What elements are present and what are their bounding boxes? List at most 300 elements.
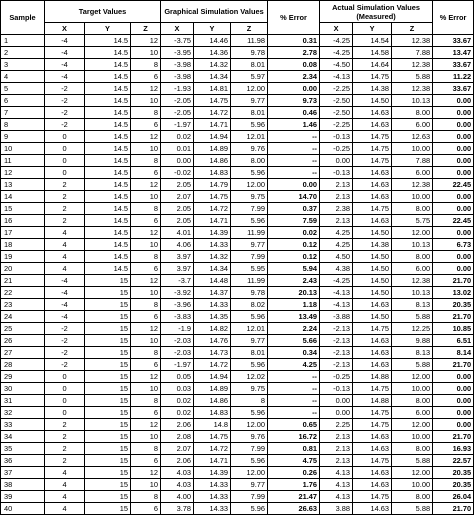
cell-actual-y: 14.75	[353, 131, 392, 143]
cell-target-y: 15	[85, 395, 131, 407]
cell-graphical-y: 14.73	[194, 347, 231, 359]
cell-sample: 10	[1, 143, 45, 155]
table-row	[1, 71, 474, 83]
cell-target-y: 15	[85, 287, 131, 299]
cell-error-actual: 20.35	[433, 467, 474, 479]
cell-actual-y: 14.75	[353, 323, 392, 335]
cell-graphical-y: 14.75	[194, 95, 231, 107]
cell-target-z: 10	[131, 431, 161, 443]
cell-target-x: 4	[45, 479, 85, 491]
cell-target-y: 14.5	[85, 167, 131, 179]
cell-error-graphical: 2.43	[268, 275, 320, 287]
cell-target-y: 15	[85, 335, 131, 347]
table-row	[1, 59, 474, 71]
cell-actual-z: 5.88	[392, 455, 433, 467]
table-row	[1, 359, 474, 371]
cell-error-graphical: --	[268, 167, 320, 179]
table-row	[1, 287, 474, 299]
cell-target-z: 12	[131, 227, 161, 239]
cell-actual-y: 14.63	[353, 191, 392, 203]
cell-graphical-z: 9.77	[231, 479, 268, 491]
cell-target-y: 14.5	[85, 191, 131, 203]
cell-graphical-z: 9.78	[231, 287, 268, 299]
cell-graphical-x: -3.7	[161, 275, 194, 287]
cell-graphical-z: 8	[231, 395, 268, 407]
cell-graphical-y: 14.46	[194, 35, 231, 47]
cell-error-actual: 0.00	[433, 263, 474, 275]
table-row	[1, 35, 474, 47]
cell-error-graphical: 0.12	[268, 239, 320, 251]
cell-target-x: 4	[45, 251, 85, 263]
cell-graphical-x: 4.03	[161, 467, 194, 479]
cell-error-actual: 21.70	[433, 503, 474, 515]
cell-graphical-x: 0.03	[161, 383, 194, 395]
cell-graphical-x: -2.03	[161, 335, 194, 347]
cell-error-graphical: 4.25	[268, 359, 320, 371]
header-actual-z: Z	[392, 23, 433, 35]
table-row	[1, 95, 474, 107]
cell-sample: 40	[1, 503, 45, 515]
cell-actual-z: 7.88	[392, 47, 433, 59]
table-row	[1, 443, 474, 455]
cell-graphical-y: 14.37	[194, 287, 231, 299]
cell-graphical-y: 14.75	[194, 191, 231, 203]
cell-actual-y: 14.38	[353, 239, 392, 251]
cell-graphical-z: 8.01	[231, 59, 268, 71]
cell-actual-y: 14.63	[353, 215, 392, 227]
cell-graphical-x: 0.00	[161, 155, 194, 167]
cell-sample: 16	[1, 215, 45, 227]
cell-graphical-x: -2.03	[161, 347, 194, 359]
cell-target-z: 10	[131, 335, 161, 347]
header-error-graphical: % Error	[268, 1, 320, 35]
table-row	[1, 155, 474, 167]
cell-actual-x: 2.13	[320, 215, 353, 227]
cell-graphical-y: 14.72	[194, 203, 231, 215]
header-actual-y: Y	[353, 23, 392, 35]
cell-graphical-x: 2.05	[161, 215, 194, 227]
cell-error-graphical: --	[268, 407, 320, 419]
cell-actual-x: -4.13	[320, 287, 353, 299]
cell-sample: 31	[1, 395, 45, 407]
cell-target-y: 14.5	[85, 215, 131, 227]
cell-target-x: 2	[45, 431, 85, 443]
cell-graphical-y: 14.89	[194, 143, 231, 155]
cell-actual-y: 14.75	[353, 203, 392, 215]
cell-graphical-x: -2.05	[161, 107, 194, 119]
cell-sample: 2	[1, 47, 45, 59]
cell-actual-z: 8.00	[392, 491, 433, 503]
cell-target-y: 14.5	[85, 71, 131, 83]
cell-graphical-x: 0.01	[161, 143, 194, 155]
cell-graphical-x: 0.05	[161, 371, 194, 383]
cell-target-y: 15	[85, 479, 131, 491]
cell-graphical-y: 14.32	[194, 251, 231, 263]
cell-actual-x: -0.25	[320, 371, 353, 383]
cell-graphical-x: -1.97	[161, 119, 194, 131]
cell-graphical-z: 9.77	[231, 239, 268, 251]
cell-target-y: 14.5	[85, 263, 131, 275]
cell-graphical-y: 14.34	[194, 71, 231, 83]
cell-graphical-z: 8.01	[231, 107, 268, 119]
cell-sample: 23	[1, 299, 45, 311]
cell-graphical-x: 2.07	[161, 191, 194, 203]
cell-target-x: 4	[45, 239, 85, 251]
cell-actual-x: 4.13	[320, 467, 353, 479]
cell-graphical-x: 4.06	[161, 239, 194, 251]
cell-actual-y: 14.63	[353, 167, 392, 179]
cell-actual-x: 0.00	[320, 155, 353, 167]
cell-graphical-z: 8.01	[231, 347, 268, 359]
cell-graphical-y: 14.72	[194, 107, 231, 119]
cell-graphical-z: 5.96	[231, 311, 268, 323]
table-row	[1, 251, 474, 263]
cell-sample: 29	[1, 371, 45, 383]
cell-actual-y: 14.75	[353, 155, 392, 167]
cell-error-actual: 0.00	[433, 407, 474, 419]
cell-actual-x: -0.13	[320, 167, 353, 179]
cell-target-z: 10	[131, 143, 161, 155]
table-row	[1, 131, 474, 143]
cell-sample: 11	[1, 155, 45, 167]
cell-graphical-x: -1.93	[161, 83, 194, 95]
cell-actual-y: 14.63	[353, 179, 392, 191]
cell-target-z: 8	[131, 203, 161, 215]
cell-actual-z: 12.38	[392, 83, 433, 95]
cell-graphical-x: -3.96	[161, 299, 194, 311]
cell-graphical-y: 14.71	[194, 215, 231, 227]
cell-actual-y: 14.63	[353, 107, 392, 119]
cell-error-actual: 13.02	[433, 287, 474, 299]
table-row	[1, 239, 474, 251]
cell-graphical-x: -1.9	[161, 323, 194, 335]
cell-error-actual: 22.45	[433, 179, 474, 191]
cell-target-y: 15	[85, 347, 131, 359]
cell-graphical-z: 7.99	[231, 251, 268, 263]
cell-actual-y: 14.64	[353, 59, 392, 71]
cell-sample: 33	[1, 419, 45, 431]
cell-error-actual: 22.45	[433, 215, 474, 227]
cell-error-actual: 21.70	[433, 359, 474, 371]
cell-sample: 4	[1, 71, 45, 83]
cell-target-z: 12	[131, 179, 161, 191]
cell-error-graphical: 20.13	[268, 287, 320, 299]
cell-target-z: 6	[131, 215, 161, 227]
cell-error-graphical: 0.34	[268, 347, 320, 359]
cell-graphical-x: -0.02	[161, 167, 194, 179]
cell-graphical-z: 8.02	[231, 299, 268, 311]
cell-graphical-x: -3.98	[161, 59, 194, 71]
cell-target-y: 15	[85, 491, 131, 503]
cell-sample: 7	[1, 107, 45, 119]
cell-error-graphical: --	[268, 371, 320, 383]
cell-target-z: 8	[131, 107, 161, 119]
cell-actual-y: 14.50	[353, 287, 392, 299]
cell-actual-x: -2.13	[320, 347, 353, 359]
cell-graphical-x: 2.08	[161, 431, 194, 443]
cell-error-actual: 8.14	[433, 347, 474, 359]
cell-graphical-y: 14.82	[194, 323, 231, 335]
cell-actual-x: -2.50	[320, 95, 353, 107]
cell-target-x: -4	[45, 311, 85, 323]
cell-target-x: 4	[45, 503, 85, 515]
header-graphical-simulation: Graphical Simulation Values	[161, 1, 268, 23]
cell-error-graphical: 16.72	[268, 431, 320, 443]
table-row	[1, 47, 474, 59]
cell-graphical-z: 12.00	[231, 83, 268, 95]
cell-sample: 1	[1, 35, 45, 47]
cell-error-actual: 22.57	[433, 455, 474, 467]
cell-actual-z: 5.88	[392, 71, 433, 83]
cell-actual-x: -0.13	[320, 383, 353, 395]
cell-graphical-x: 3.97	[161, 263, 194, 275]
cell-target-x: 2	[45, 179, 85, 191]
cell-actual-x: 4.25	[320, 239, 353, 251]
cell-error-graphical: --	[268, 155, 320, 167]
cell-actual-z: 8.00	[392, 251, 433, 263]
cell-actual-x: 2.25	[320, 419, 353, 431]
table-row	[1, 107, 474, 119]
cell-sample: 18	[1, 239, 45, 251]
cell-target-x: 0	[45, 143, 85, 155]
cell-error-actual: 0.00	[433, 419, 474, 431]
table-row	[1, 215, 474, 227]
cell-target-z: 8	[131, 155, 161, 167]
cell-sample: 20	[1, 263, 45, 275]
cell-target-y: 15	[85, 431, 131, 443]
cell-graphical-z: 5.96	[231, 167, 268, 179]
cell-actual-y: 14.63	[353, 335, 392, 347]
cell-graphical-z: 8.00	[231, 155, 268, 167]
cell-target-z: 6	[131, 407, 161, 419]
cell-actual-z: 10.13	[392, 239, 433, 251]
cell-error-actual: 0.00	[433, 395, 474, 407]
table-row	[1, 203, 474, 215]
cell-graphical-y: 14.83	[194, 167, 231, 179]
cell-target-z: 6	[131, 503, 161, 515]
cell-target-z: 12	[131, 83, 161, 95]
table-row	[1, 431, 474, 443]
table-row	[1, 227, 474, 239]
cell-actual-z: 12.38	[392, 59, 433, 71]
cell-target-z: 12	[131, 131, 161, 143]
cell-graphical-z: 7.99	[231, 443, 268, 455]
cell-target-y: 14.5	[85, 179, 131, 191]
cell-target-z: 10	[131, 479, 161, 491]
cell-actual-y: 14.63	[353, 479, 392, 491]
cell-target-z: 6	[131, 359, 161, 371]
header-graphical-z: Z	[231, 23, 268, 35]
cell-error-actual: 21.70	[433, 431, 474, 443]
cell-actual-z: 8.00	[392, 395, 433, 407]
cell-target-z: 6	[131, 311, 161, 323]
cell-graphical-z: 11.99	[231, 227, 268, 239]
cell-actual-y: 14.50	[353, 251, 392, 263]
table-row	[1, 371, 474, 383]
cell-target-z: 8	[131, 395, 161, 407]
cell-actual-y: 14.63	[353, 467, 392, 479]
cell-error-graphical: 0.81	[268, 443, 320, 455]
cell-error-actual: 21.70	[433, 311, 474, 323]
cell-target-x: 0	[45, 131, 85, 143]
cell-actual-y: 14.63	[353, 431, 392, 443]
cell-graphical-z: 9.76	[231, 143, 268, 155]
cell-actual-y: 14.75	[353, 455, 392, 467]
cell-target-x: -2	[45, 335, 85, 347]
cell-actual-z: 5.88	[392, 311, 433, 323]
cell-actual-z: 12.00	[392, 227, 433, 239]
cell-graphical-x: 4.00	[161, 491, 194, 503]
cell-target-x: -2	[45, 95, 85, 107]
table-row	[1, 263, 474, 275]
cell-sample: 36	[1, 455, 45, 467]
cell-graphical-z: 5.96	[231, 407, 268, 419]
cell-actual-x: 2.13	[320, 455, 353, 467]
cell-target-x: 4	[45, 263, 85, 275]
cell-graphical-y: 14.33	[194, 479, 231, 491]
cell-error-actual: 0.00	[433, 203, 474, 215]
cell-graphical-x: 4.01	[161, 227, 194, 239]
cell-target-z: 6	[131, 71, 161, 83]
cell-graphical-x: -3.83	[161, 311, 194, 323]
cell-graphical-y: 14.94	[194, 131, 231, 143]
cell-actual-y: 14.75	[353, 143, 392, 155]
table-row	[1, 407, 474, 419]
cell-actual-z: 12.63	[392, 131, 433, 143]
cell-graphical-z: 12.01	[231, 131, 268, 143]
header-actual-x: X	[320, 23, 353, 35]
cell-graphical-x: 2.05	[161, 179, 194, 191]
cell-sample: 28	[1, 359, 45, 371]
cell-graphical-y: 14.71	[194, 455, 231, 467]
cell-actual-y: 14.63	[353, 443, 392, 455]
cell-sample: 17	[1, 227, 45, 239]
cell-target-x: 2	[45, 455, 85, 467]
cell-graphical-x: -3.98	[161, 71, 194, 83]
cell-actual-x: -0.13	[320, 131, 353, 143]
cell-graphical-y: 14.86	[194, 155, 231, 167]
cell-error-actual: 0.00	[433, 227, 474, 239]
cell-error-actual: 11.22	[433, 71, 474, 83]
cell-error-graphical: 0.00	[268, 83, 320, 95]
cell-sample: 35	[1, 443, 45, 455]
cell-sample: 21	[1, 275, 45, 287]
cell-actual-z: 12.38	[392, 275, 433, 287]
cell-target-y: 15	[85, 443, 131, 455]
cell-error-graphical: 7.59	[268, 215, 320, 227]
cell-actual-z: 10.00	[392, 191, 433, 203]
cell-actual-z: 7.88	[392, 155, 433, 167]
cell-actual-y: 14.63	[353, 119, 392, 131]
cell-target-z: 8	[131, 347, 161, 359]
cell-target-x: 0	[45, 395, 85, 407]
cell-actual-z: 5.88	[392, 503, 433, 515]
cell-actual-x: -2.13	[320, 323, 353, 335]
header-target-x: X	[45, 23, 85, 35]
cell-error-graphical: 2.24	[268, 323, 320, 335]
cell-target-x: 0	[45, 167, 85, 179]
cell-sample: 15	[1, 203, 45, 215]
cell-target-x: -2	[45, 83, 85, 95]
cell-actual-y: 14.75	[353, 383, 392, 395]
cell-graphical-y: 14.39	[194, 467, 231, 479]
cell-error-actual: 33.67	[433, 35, 474, 47]
cell-target-x: -4	[45, 47, 85, 59]
cell-graphical-z: 5.95	[231, 263, 268, 275]
cell-target-y: 15	[85, 359, 131, 371]
cell-graphical-z: 9.75	[231, 191, 268, 203]
cell-graphical-z: 12.00	[231, 467, 268, 479]
cell-error-actual: 33.67	[433, 59, 474, 71]
cell-target-z: 10	[131, 95, 161, 107]
cell-graphical-x: 2.06	[161, 455, 194, 467]
cell-target-x: -2	[45, 107, 85, 119]
cell-target-x: -4	[45, 299, 85, 311]
header-sample: Sample	[1, 1, 45, 35]
cell-error-graphical: 0.26	[268, 467, 320, 479]
cell-sample: 22	[1, 287, 45, 299]
cell-actual-x: -2.50	[320, 107, 353, 119]
cell-error-graphical: 14.70	[268, 191, 320, 203]
cell-actual-z: 6.00	[392, 263, 433, 275]
cell-sample: 14	[1, 191, 45, 203]
cell-target-x: -2	[45, 359, 85, 371]
cell-actual-x: 2.13	[320, 179, 353, 191]
cell-error-actual: 13.47	[433, 47, 474, 59]
cell-actual-y: 14.58	[353, 47, 392, 59]
cell-actual-x: -2.13	[320, 359, 353, 371]
cell-target-z: 10	[131, 383, 161, 395]
cell-actual-z: 9.88	[392, 335, 433, 347]
cell-actual-z: 12.38	[392, 35, 433, 47]
table-row	[1, 347, 474, 359]
cell-target-y: 15	[85, 299, 131, 311]
cell-graphical-z: 9.77	[231, 335, 268, 347]
cell-graphical-y: 14.39	[194, 227, 231, 239]
cell-actual-x: 2.38	[320, 203, 353, 215]
cell-target-y: 14.5	[85, 155, 131, 167]
table-row	[1, 419, 474, 431]
cell-sample: 13	[1, 179, 45, 191]
cell-actual-z: 6.00	[392, 407, 433, 419]
cell-target-x: 0	[45, 383, 85, 395]
cell-actual-x: 4.50	[320, 251, 353, 263]
cell-graphical-z: 7.99	[231, 491, 268, 503]
cell-error-graphical: 1.46	[268, 119, 320, 131]
cell-error-actual: 0.00	[433, 371, 474, 383]
cell-actual-x: -4.50	[320, 59, 353, 71]
cell-target-x: 2	[45, 443, 85, 455]
cell-error-actual: 21.70	[433, 275, 474, 287]
cell-error-actual: 0.00	[433, 95, 474, 107]
cell-sample: 12	[1, 167, 45, 179]
cell-graphical-z: 12.00	[231, 179, 268, 191]
table-row	[1, 83, 474, 95]
table-row	[1, 395, 474, 407]
cell-target-z: 8	[131, 491, 161, 503]
cell-actual-z: 12.00	[392, 371, 433, 383]
cell-actual-y: 14.63	[353, 359, 392, 371]
cell-target-y: 14.5	[85, 95, 131, 107]
cell-error-actual: 0.00	[433, 251, 474, 263]
cell-actual-z: 8.00	[392, 443, 433, 455]
cell-actual-z: 10.13	[392, 287, 433, 299]
cell-error-graphical: 2.34	[268, 71, 320, 83]
cell-graphical-y: 14.8	[194, 419, 231, 431]
cell-actual-z: 10.00	[392, 431, 433, 443]
cell-error-graphical: 9.73	[268, 95, 320, 107]
cell-actual-x: 3.88	[320, 503, 353, 515]
